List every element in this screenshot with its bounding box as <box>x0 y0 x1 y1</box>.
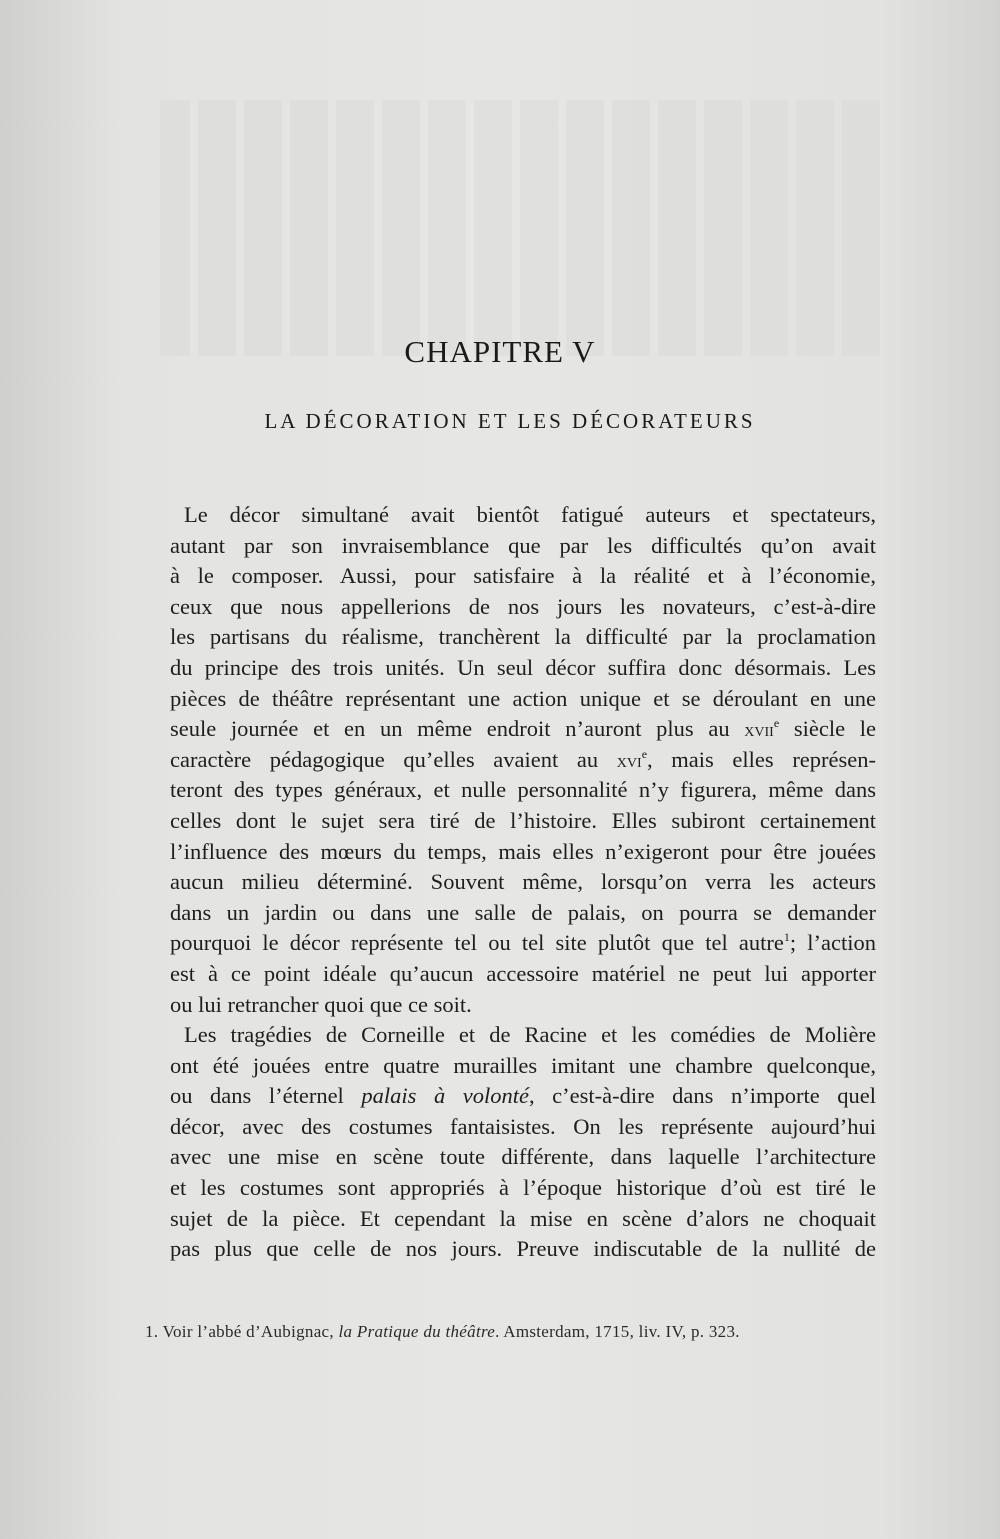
text-line: seule journée et en un même endroit n’auront plus au xvii$^e$ siècle le <box>170 716 876 742</box>
chapter-title: CHAPITRE V <box>404 334 596 369</box>
text-line: à le composer. Aussi, pour satisfaire à la réalité et à l’économie, <box>170 563 876 589</box>
footnote: 1. Voir l’abbé d’Aubignac, la Pratique du théâtre. Amsterdam, 1715, liv. IV, p. 323. <box>145 1322 740 1341</box>
text-line: sujet de la pièce. Et cependant la mise en scène d’alors ne choquait <box>170 1205 876 1231</box>
footnote-ref: 1 <box>783 930 790 945</box>
text-line: ceux que nous appellerions de nos jours les novateurs, c’est-à-dire <box>170 593 876 619</box>
chapter-subtitle: LA DÉCORATION ET LES DÉCORATEURS <box>264 409 756 433</box>
text-line: est à ce point idéale qu’aucun accessoire matériel ne peut lui apporter <box>170 960 876 986</box>
text-line: Les tragédies de Corneille et de Racine et les comédies de Molière <box>184 1022 876 1048</box>
show-through-text <box>160 100 880 356</box>
text-line: autant par son invraisemblance que par les difficultés qu’on avait <box>170 532 876 558</box>
text-line: l’influence des mœurs du temps, mais elles n’exigeront pour être jouées <box>170 838 876 864</box>
text-line: pourquoi le décor représente tel ou tel site plutôt que tel autre$^1$; l’action <box>170 930 876 956</box>
footnote-book-title: la Pratique du théâtre <box>338 1322 496 1341</box>
text-line: pièces de théâtre représentant une action unique et se déroulant en une <box>170 685 876 711</box>
text-line: du principe des trois unités. Un seul décor suffira donc désormais. Les <box>170 654 876 680</box>
text-line: avec une mise en scène toute différente, dans laquelle l’architecture <box>170 1144 876 1170</box>
footnote-number: 1. <box>145 1322 159 1341</box>
text-line: les partisans du réalisme, tranchèrent la difficulté par la proclamation <box>170 624 876 650</box>
text-line: celles dont le sujet sera tiré de l’histoire. Elles subiront certainement <box>170 807 876 833</box>
text-line: ont été jouées entre quatre murailles imitant une chambre quelconque, <box>170 1052 876 1078</box>
text-line: caractère pédagogique qu’elles avaient au xvi$^e$, mais elles représen- <box>170 746 877 772</box>
text-line: décor, avec des costumes fantaisistes. On les représente aujourd’hui <box>170 1113 876 1139</box>
text-line: pas plus que celle de nos jours. Preuve indiscutable de la nullité de <box>170 1236 876 1262</box>
text-line: ou dans l’éternel palais à volonté, c’est-à-dire dans n’importe quel <box>170 1083 876 1109</box>
text-line: ou lui retrancher quoi que ce soit. <box>170 991 472 1017</box>
body-text <box>170 500 876 1265</box>
text-line: et les costumes sont appropriés à l’époque historique d’où est tiré le <box>170 1175 876 1201</box>
text-line: dans un jardin ou dans une salle de palais, on pourra se demander <box>170 899 876 925</box>
text-line: Le décor simultané avait bientôt fatigué auteurs et spectateurs, <box>184 502 876 527</box>
text-line: aucun milieu déterminé. Souvent même, lorsqu’on verra les acteurs <box>170 869 876 895</box>
text-line: teront des types généraux, et nulle personnalité n’y figurera, même dans <box>170 777 876 803</box>
